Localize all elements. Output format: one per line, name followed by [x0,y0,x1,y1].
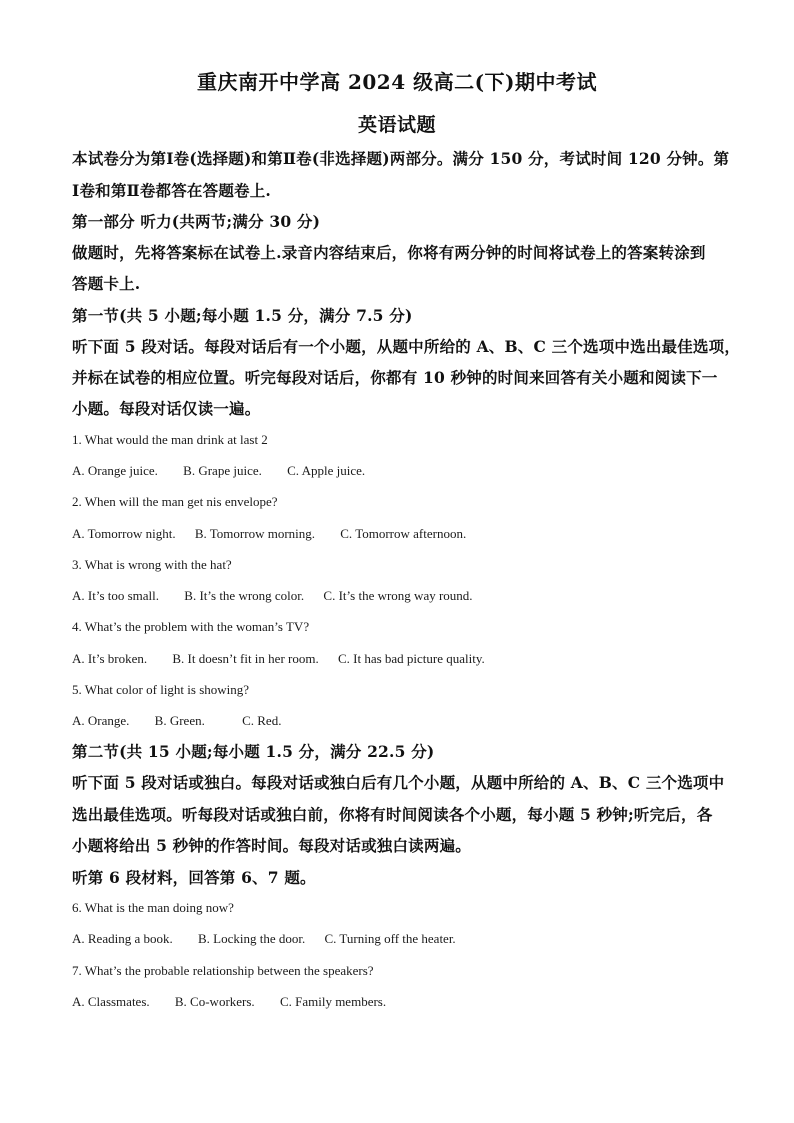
question-2-option-a: A. Tomorrow night. [72,526,176,541]
question-5-option-c: C. Red. [242,713,282,728]
question-3-option-b: B. It’s the wrong color. [184,588,305,603]
question-1-option-b: B. Grape juice. [183,463,262,478]
part1-instruction-line-2: 答题卡上. [72,274,141,293]
section2-instruction-line-1: 听下面 5 段对话或独白。每段对话或独白后有几个小题，从题中所给的 A、B、C 三个选项中 [72,773,725,792]
question-5-stem: 5. What color of light is showing? [72,682,250,697]
section1-instruction-line-1: 听下面 5 段对话。每段对话后有一个小题，从题中所给的 A、B、C 三个选项中选出最佳选项， [72,337,741,356]
question-1-option-a: A. Orange juice. [72,463,158,478]
question-4-option-b: B. It doesn’t fit in her room. [172,651,319,666]
question-7-option-c: C. Family members. [279,994,387,1009]
question-2-option-b: B. Tomorrow morning. [194,526,316,541]
question-7-options [72,993,724,1011]
question-5-option-b: B. Green. [154,713,205,728]
section2-instruction-line-2: 选出最佳选项。听每段对话或独白前，你将有时间阅读各个小题，每小题 5 秒钟;听完后，各 [72,805,713,824]
question-3-option-c: C. It’s the wrong way round. [323,588,473,603]
question-6-option-b: B. Locking the door. [197,931,306,946]
question-3-stem: 3. What is wrong with the hat? [72,557,232,572]
section1-instruction-line-3: 小题。每段对话仅读一遍。 [72,399,261,418]
section1-heading: 第一节(共 5 小题;每小题 1.5 分，满分 7.5 分) [72,306,413,325]
intro-line-2: Ⅰ卷和第Ⅱ卷都答在答题卷上. [72,181,272,200]
question-7-stem: 7. What’s the probable relationship between the speakers? [72,963,374,978]
question-2-options [72,525,724,543]
question-1-stem: 1. What would the man drink at last 2 [72,432,268,447]
question-4-option-a: A. It’s broken. [72,651,148,666]
question-2-stem: 2. When will the man get nis envelope? [72,494,278,509]
question-2-option-c: C. Tomorrow afternoon. [340,526,467,541]
material-6-heading: 听第 6 段材料，回答第 6、7 题。 [72,868,316,887]
part1-instruction-line-1: 做题时，先将答案标在试卷上.录音内容结束后，你将有两分钟的时间将试卷上的答案转涂到 [72,243,706,262]
question-7-option-a: A. Classmates. [72,994,150,1009]
question-3-options [72,587,724,605]
intro-line-1: 本试卷分为第Ⅰ卷(选择题)和第Ⅱ卷(非选择题)两部分。满分 150 分，考试时间 120 分钟。第 [72,149,730,168]
question-5-options [72,712,724,730]
question-6-options [72,930,724,948]
section2-heading: 第二节(共 15 小题;每小题 1.5 分，满分 22.5 分) [72,742,435,761]
part1-heading: 第一部分 听力(共两节;满分 30 分) [72,212,321,231]
exam-subtitle: 英语试题 [357,114,436,136]
question-3-option-a: A. It’s too small. [72,588,160,603]
exam-title: 重庆南开中学高 2024 级高二(下)期中考试 [196,70,597,94]
section1-instruction-line-2: 并标在试卷的相应位置。听完每段对话后，你都有 10 秒钟的时间来回答有关小题和阅读下一 [72,368,718,387]
question-1-options [72,462,724,480]
question-6-option-c: C. Turning off the heater. [324,931,456,946]
question-4-options [72,650,724,668]
question-6-option-a: A. Reading a book. [72,931,173,946]
question-4-stem: 4. What’s the problem with the woman’s TV? [72,619,310,634]
question-7-option-b: B. Co-workers. [174,994,255,1009]
question-6-stem: 6. What is the man doing now? [72,900,234,915]
section2-instruction-line-3: 小题将给出 5 秒钟的作答时间。每段对话或独白读两遍。 [72,836,471,855]
question-1-option-c: C. Apple juice. [287,463,366,478]
question-5-option-a: A. Orange. [72,713,130,728]
question-4-option-c: C. It has bad picture quality. [337,651,485,666]
